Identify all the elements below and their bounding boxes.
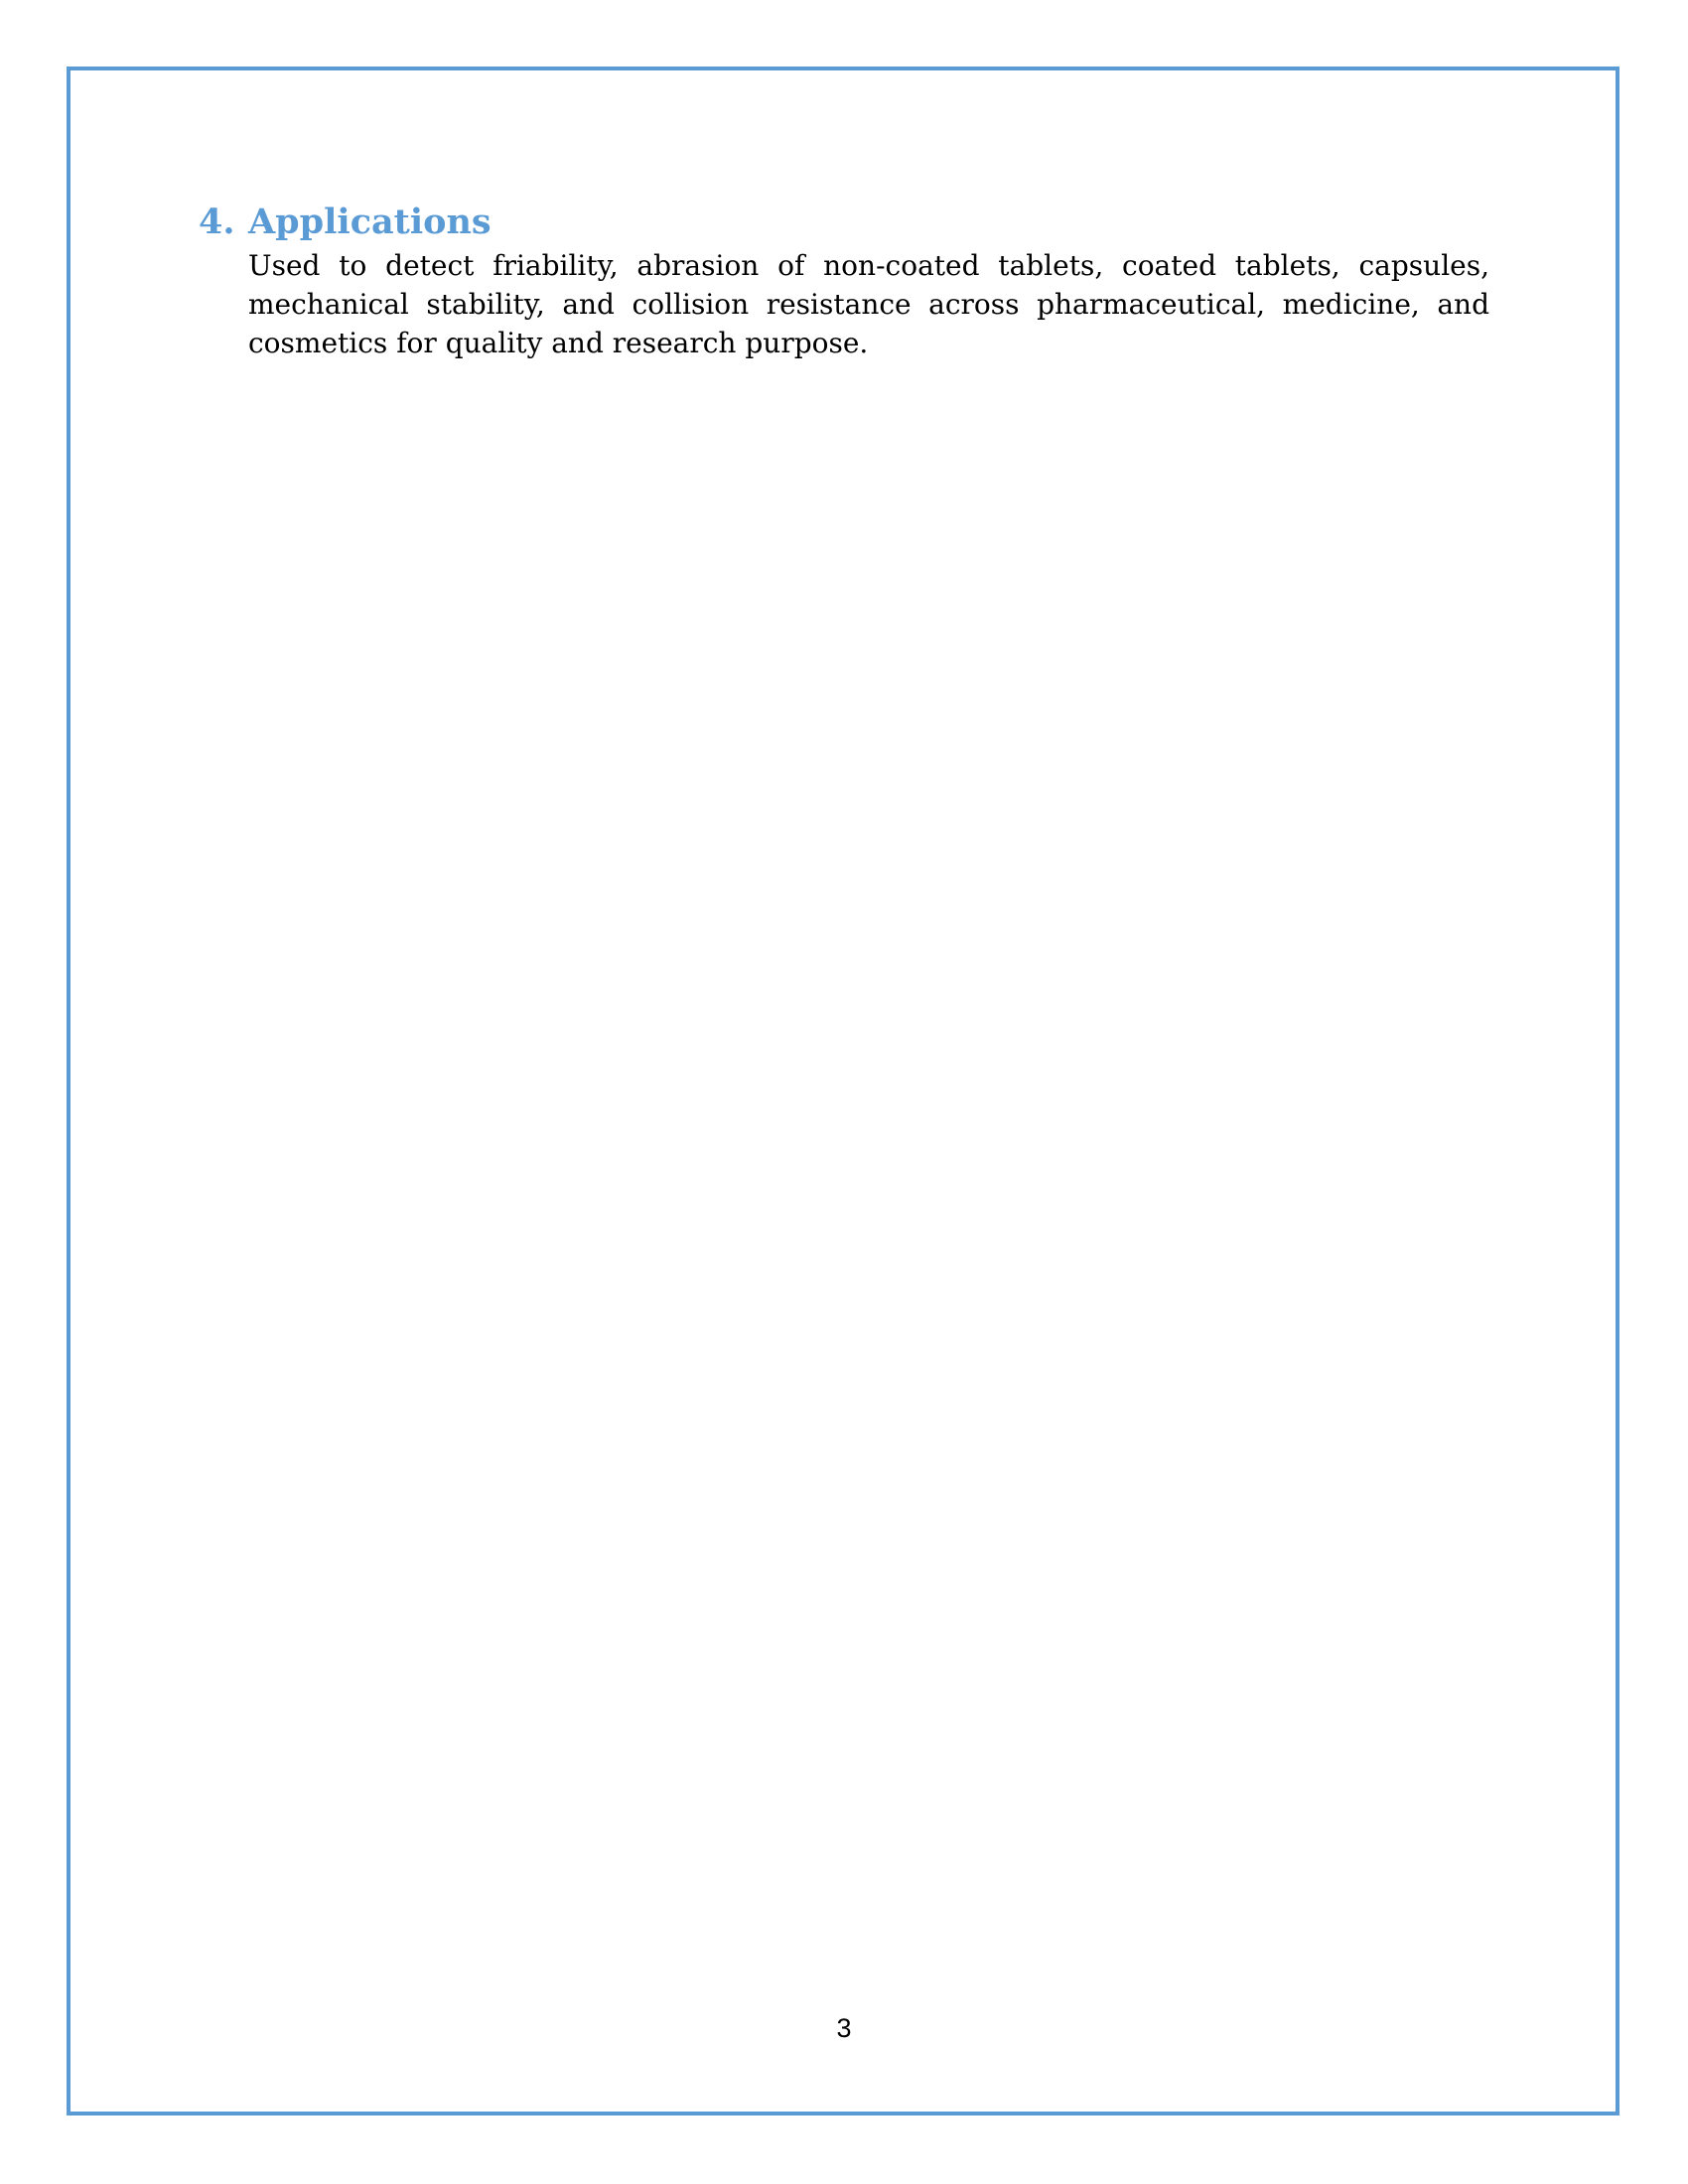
section-body: Used to detect friability, abrasion of non-coated tablets, coated tablets, capsules, mechanical stability, and collision resistance across pharmaceutical, medicine, and cosmetics for quality and research purpose. xyxy=(248,249,1489,359)
section-title: Applications xyxy=(248,202,492,242)
section-heading xyxy=(199,199,1489,246)
page-number: 3 xyxy=(836,2013,852,2043)
section-number: 4. xyxy=(199,202,235,242)
page-border xyxy=(67,67,1619,2116)
applications-section xyxy=(199,199,1489,362)
